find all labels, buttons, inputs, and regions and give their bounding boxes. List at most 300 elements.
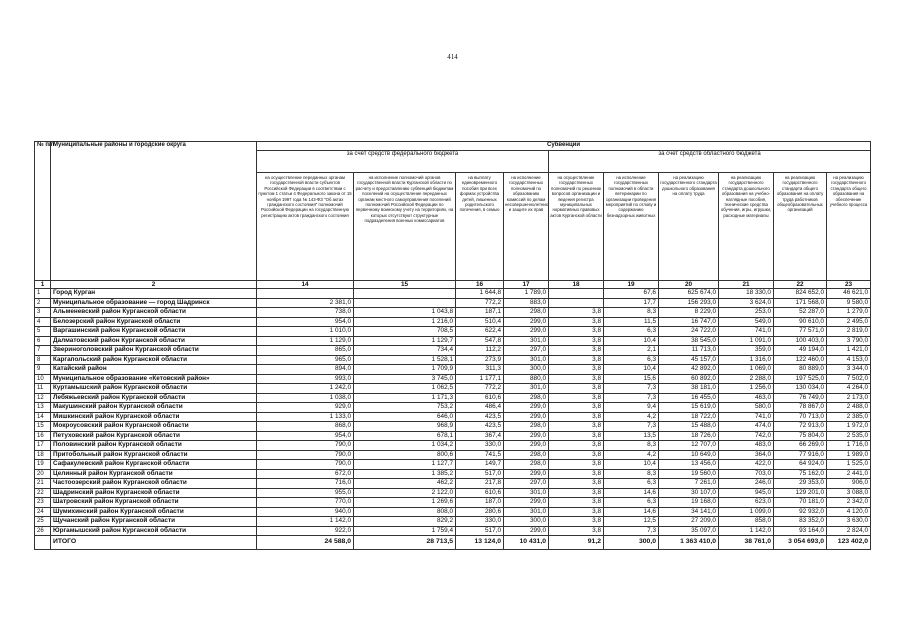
value-cell: 883,0 [504,298,549,308]
value-cell: 9 580,0 [827,298,871,308]
value-cell: 297,0 [504,346,549,356]
table-row [35,374,871,384]
value-cell: 423,5 [456,422,504,432]
value-cell: 824 652,0 [774,289,827,299]
district-name: Мокроусовский район Курганской области [51,422,257,432]
district-name: Альменевский район Курганской области [51,308,257,318]
value-cell: 1 716,0 [827,441,871,451]
value-cell: 1 091,0 [719,336,774,346]
value-cell: 301,0 [504,507,549,517]
value-cell: 246,0 [719,479,774,489]
value-cell: 273,9 [456,355,504,365]
district-name: Щучанский район Курганской области [51,517,257,527]
value-cell: 741,0 [719,327,774,337]
value-cell: 868,0 [257,422,354,432]
value-cell: 1 279,0 [827,308,871,318]
value-cell: 3 745,0 [354,374,456,384]
district-name: Шатровский район Курганской области [51,498,257,508]
value-cell: 1 043,8 [354,308,456,318]
value-cell: 3,8 [549,393,604,403]
value-cell: 1 269,6 [354,498,456,508]
value-cell: 298,0 [504,308,549,318]
total-value: 28 713,5 [354,536,456,550]
value-cell: 299,0 [504,526,549,536]
value-cell: 2 488,0 [827,403,871,413]
value-cell: 30 107,0 [659,488,719,498]
value-cell: 678,1 [354,431,456,441]
value-cell: 474,0 [719,422,774,432]
value-cell: 1 525,0 [827,460,871,470]
total-value: 38 761,0 [719,536,774,550]
value-cell: 3,8 [549,517,604,527]
value-cell: 993,0 [257,374,354,384]
table-row [35,450,871,460]
value-cell: 19 168,0 [659,498,719,508]
value-cell: 3,8 [549,308,604,318]
table-row [35,441,871,451]
value-cell: 70 181,0 [774,498,827,508]
value-cell: 7,3 [604,526,659,536]
value-cell: 3,8 [549,327,604,337]
value-cell: 301,0 [504,488,549,498]
value-cell: 1 421,0 [827,346,871,356]
column-number: 19 [604,281,659,289]
value-cell: 790,0 [257,441,354,451]
row-number: 8 [35,355,51,365]
value-cell: 17,7 [604,298,659,308]
value-cell [354,289,456,299]
total-value: 1 363 410,0 [659,536,719,550]
federal-budget-header: за счет средств федерального бюджета [257,151,549,173]
value-cell: 610,6 [456,488,504,498]
value-cell: 90 610,0 [774,317,827,327]
value-cell: 3 088,0 [827,488,871,498]
value-cell: 4 120,0 [827,507,871,517]
value-cell: 580,0 [719,403,774,413]
row-number: 5 [35,327,51,337]
district-name: Белозерский район Курганской области [51,317,257,327]
value-cell: 2 173,0 [827,393,871,403]
value-cell: 10 649,0 [659,450,719,460]
value-cell: 83 352,0 [774,517,827,527]
district-name: Лебяжьевский район Курганской области [51,393,257,403]
value-cell: 3,8 [549,441,604,451]
value-cell: 3,8 [549,374,604,384]
district-name: Половинский район Курганской области [51,441,257,451]
value-cell: 753,2 [354,403,456,413]
district-name: Варгашинский район Курганской области [51,327,257,337]
value-cell: 865,0 [257,346,354,356]
value-cell: 772,2 [456,298,504,308]
value-cell: 3,8 [549,507,604,517]
value-cell: 76 749,0 [774,393,827,403]
value-cell: 4 264,0 [827,384,871,394]
district-name: Далматовский район Курганской области [51,336,257,346]
value-cell: 4,2 [604,412,659,422]
value-cell: 52 287,0 [774,308,827,318]
table-row [35,460,871,470]
value-cell: 610,6 [456,393,504,403]
row-number: 3 [35,308,51,318]
column-number: 23 [827,281,871,289]
value-cell: 7 261,0 [659,479,719,489]
value-cell: 772,2 [456,384,504,394]
value-cell: 462,2 [354,479,456,489]
value-cell: 1 709,9 [354,365,456,375]
value-cell: 34 141,0 [659,507,719,517]
regional-budget-header: за счет средств областного бюджета [549,151,871,173]
value-cell: 2 824,0 [827,526,871,536]
value-cell: 301,0 [504,355,549,365]
value-cell: 93 164,0 [774,526,827,536]
value-cell: 18 726,0 [659,431,719,441]
value-cell: 14,6 [604,507,659,517]
value-cell: 300,0 [504,517,549,527]
value-cell: 49 194,0 [774,346,827,356]
row-number: 25 [35,517,51,527]
value-cell: 112,2 [456,346,504,356]
value-cell: 547,8 [456,336,504,346]
row-number: 23 [35,498,51,508]
column-number: 17 [504,281,549,289]
value-cell: 330,0 [456,441,504,451]
value-cell: 217,8 [456,479,504,489]
value-cell: 2,1 [604,346,659,356]
value-cell: 18 722,0 [659,412,719,422]
district-name: Муниципальное образование — город Шадринск [51,298,257,308]
table-row [35,384,871,394]
value-cell: 968,9 [354,422,456,432]
value-cell: 70 713,0 [774,412,827,422]
value-cell: 15 619,0 [659,403,719,413]
table-row [35,355,871,365]
table-row [35,298,871,308]
col-name-header: Муниципальные районы и городские округа [51,142,257,281]
row-number: 4 [35,317,51,327]
value-cell: 42 892,0 [659,365,719,375]
value-cell: 3,8 [549,479,604,489]
value-cell: 486,4 [456,403,504,413]
value-cell: 1 242,0 [257,384,354,394]
district-name: Каргапольский район Курганской области [51,355,257,365]
value-cell: 66 269,0 [774,441,827,451]
value-cell: 945,0 [719,488,774,498]
total-value: 300,0 [604,536,659,550]
table-row [35,336,871,346]
total-label: ИТОГО [51,536,257,550]
value-cell: 359,0 [719,346,774,356]
value-cell: 1 989,0 [827,450,871,460]
value-cell: 1 759,4 [354,526,456,536]
total-value: 13 124,0 [456,536,504,550]
value-cell: 1 256,0 [719,384,774,394]
table-row [35,498,871,508]
table-row [35,488,871,498]
value-cell: 3,8 [549,355,604,365]
value-cell: 298,0 [504,450,549,460]
value-cell: 483,0 [719,441,774,451]
value-cell: 298,0 [504,422,549,432]
value-cell: 299,0 [504,327,549,337]
row-number: 1 [35,289,51,299]
value-cell: 11,5 [604,317,659,327]
column-description: на реализацию государственного стандарта дошкольного образования на оплату труда [659,173,719,281]
value-cell: 35 097,0 [659,526,719,536]
row-number: 21 [35,479,51,489]
value-cell: 9,4 [604,403,659,413]
value-cell: 2 441,0 [827,469,871,479]
value-cell: 1 038,0 [257,393,354,403]
value-cell: 741,5 [456,450,504,460]
value-cell: 171 568,0 [774,298,827,308]
value-cell: 3,8 [549,431,604,441]
table-row [35,479,871,489]
value-cell: 77 571,0 [774,327,827,337]
table-row [35,289,871,299]
value-cell: 11 713,0 [659,346,719,356]
table-row [35,365,871,375]
value-cell: 549,0 [719,317,774,327]
value-cell: 130 034,0 [774,384,827,394]
value-cell: 14,6 [604,488,659,498]
district-name: Муниципальное образование «Кетовский район» [51,374,257,384]
subventions-header: Субвенции [257,142,871,151]
value-cell: 703,0 [719,469,774,479]
column-number: 20 [659,281,719,289]
value-cell: 3 624,0 [719,298,774,308]
value-cell [354,298,456,308]
value-cell: 29 353,0 [774,479,827,489]
value-cell: 156 293,0 [659,298,719,308]
district-name: Макушинский район Курганской области [51,403,257,413]
row-number: 16 [35,431,51,441]
value-cell: 808,0 [354,507,456,517]
value-cell: 790,0 [257,450,354,460]
value-cell: 60 892,0 [659,374,719,384]
value-cell: 2 342,0 [827,498,871,508]
column-number: 1 [35,281,51,289]
district-name: Петуховский район Курганской области [51,431,257,441]
value-cell: 8,3 [604,469,659,479]
table-row [35,412,871,422]
value-cell: 1 142,0 [257,517,354,527]
value-cell: 8,3 [604,308,659,318]
value-cell: 2 381,0 [257,298,354,308]
page-number: 414 [447,53,458,61]
table-row [35,317,871,327]
value-cell: 770,0 [257,498,354,508]
value-cell: 67,6 [604,289,659,299]
value-cell: 6,3 [604,355,659,365]
value-cell: 299,0 [504,469,549,479]
column-description: на выплату единовременного пособия при всех формах устройства детей, лишенных родительского попечения, в семью [456,173,504,281]
district-name: Катайский район [51,365,257,375]
value-cell: 510,4 [456,317,504,327]
value-cell: 7,3 [604,384,659,394]
value-cell: 2 385,0 [827,412,871,422]
value-cell: 1 127,7 [354,460,456,470]
row-number: 13 [35,403,51,413]
column-number: 18 [549,281,604,289]
total-value: 123 402,0 [827,536,871,550]
district-name: Мишкинский район Курганской области [51,412,257,422]
value-cell: 3,8 [549,422,604,432]
value-cell: 734,4 [354,346,456,356]
value-cell: 64 924,0 [774,460,827,470]
value-cell: 77 916,0 [774,450,827,460]
value-cell: 954,0 [257,431,354,441]
value-cell: 38 181,0 [659,384,719,394]
table-row [35,469,871,479]
row-number: 26 [35,526,51,536]
value-cell: 1 062,5 [354,384,456,394]
value-cell: 311,3 [456,365,504,375]
value-cell: 741,0 [719,412,774,422]
district-name: Город Курган [51,289,257,299]
value-cell: 15 488,0 [659,422,719,432]
district-name: Куртамышский район Курганской области [51,384,257,394]
value-cell: 13,5 [604,431,659,441]
value-cell [549,289,604,299]
table-row [35,327,871,337]
value-cell: 299,0 [504,498,549,508]
value-cell: 858,0 [719,517,774,527]
value-cell: 298,0 [504,393,549,403]
value-cell: 742,0 [719,431,774,441]
value-cell: 829,2 [354,517,456,527]
value-cell: 3 630,0 [827,517,871,527]
value-cell: 3,8 [549,403,604,413]
value-cell: 3,8 [549,469,604,479]
column-description: на исполнение государственных полномочий по образованию комиссий по делам несовершеннолетних и защите их прав [504,173,549,281]
value-cell: 929,0 [257,403,354,413]
value-cell: 1 789,0 [504,289,549,299]
table-row [35,422,871,432]
value-cell: 1 972,0 [827,422,871,432]
row-number: 2 [35,298,51,308]
value-cell: 3 790,0 [827,336,871,346]
row-number: 12 [35,393,51,403]
value-cell: 187,0 [456,498,504,508]
column-number: 22 [774,281,827,289]
row-number: 20 [35,469,51,479]
total-value: 91,2 [549,536,604,550]
value-cell: 298,0 [504,460,549,470]
value-cell: 3,8 [549,412,604,422]
value-cell: 922,0 [257,526,354,536]
value-cell: 2 819,0 [827,327,871,337]
column-description: на исполнение государственных полномочий в области ветеринарии по организации проведения мероприятий по отлову и содержанию безнадзорных животных [604,173,659,281]
value-cell: 12 707,0 [659,441,719,451]
value-cell: 1 129,7 [354,336,456,346]
value-cell: 1 142,0 [719,526,774,536]
value-cell: 18 330,0 [719,289,774,299]
value-cell: 19 560,0 [659,469,719,479]
subventions-table [34,141,871,550]
district-name: Юргамышский район Курганской области [51,526,257,536]
value-cell: 906,0 [827,479,871,489]
value-cell: 880,0 [504,374,549,384]
value-cell: 940,0 [257,507,354,517]
col-no-header: № п/п [35,142,51,281]
district-name: Частоозерский район Курганской области [51,479,257,489]
value-cell: 75 804,0 [774,431,827,441]
value-cell: 38 545,0 [659,336,719,346]
value-cell: 1 133,0 [257,412,354,422]
value-cell: 3,8 [549,317,604,327]
value-cell: 955,0 [257,488,354,498]
district-name: Целинный район Курганской области [51,469,257,479]
district-name: Сафакулевский район Курганской области [51,460,257,470]
value-cell: 623,0 [719,498,774,508]
value-cell: 187,1 [456,308,504,318]
value-cell: 1 171,3 [354,393,456,403]
row-number: 18 [35,450,51,460]
value-cell: 2 535,0 [827,431,871,441]
column-description: на реализацию государственного стандарта общего образования на обеспечение учебного процесса [827,173,871,281]
value-cell: 422,0 [719,460,774,470]
value-cell: 3,8 [549,450,604,460]
value-cell [257,289,354,299]
district-name: Шумихинский район Курганской области [51,507,257,517]
value-cell: 7,3 [604,422,659,432]
table-row [35,403,871,413]
value-cell: 10,4 [604,336,659,346]
row-number: 14 [35,412,51,422]
table-row [35,431,871,441]
value-cell: 301,0 [504,384,549,394]
column-number: 16 [456,281,504,289]
value-cell: 1 177,1 [456,374,504,384]
row-number: 19 [35,460,51,470]
value-cell: 625 674,0 [659,289,719,299]
value-cell: 253,0 [719,308,774,318]
value-cell: 297,0 [504,479,549,489]
value-cell: 299,0 [504,441,549,451]
table-row [35,346,871,356]
value-cell: 716,0 [257,479,354,489]
value-cell: 708,5 [354,327,456,337]
column-number: 15 [354,281,456,289]
value-cell: 517,0 [456,526,504,536]
value-cell: 364,0 [719,450,774,460]
value-cell: 10,4 [604,365,659,375]
value-cell: 738,0 [257,308,354,318]
value-cell: 197 525,0 [774,374,827,384]
row-number: 7 [35,346,51,356]
value-cell: 3 344,0 [827,365,871,375]
value-cell: 46 621,0 [827,289,871,299]
value-cell: 300,0 [504,365,549,375]
total-index [35,536,51,550]
value-cell: 1 385,2 [354,469,456,479]
value-cell: 149,7 [456,460,504,470]
value-cell: 1 644,8 [456,289,504,299]
total-row [35,536,871,550]
value-cell: 954,0 [257,317,354,327]
value-cell: 75 162,0 [774,469,827,479]
row-number: 15 [35,422,51,432]
table-row [35,517,871,527]
value-cell: 3,8 [549,526,604,536]
table-row [35,308,871,318]
value-cell: 299,0 [504,403,549,413]
value-cell: 24 722,0 [659,327,719,337]
value-cell: 13 456,0 [659,460,719,470]
value-cell: 1 010,0 [257,327,354,337]
column-description: на реализацию государственного стандарта дошкольного образования на учебно-наглядные пособия, технические средства обучения, игры, игрушки, расходные материалы [719,173,774,281]
value-cell: 1 034,2 [354,441,456,451]
